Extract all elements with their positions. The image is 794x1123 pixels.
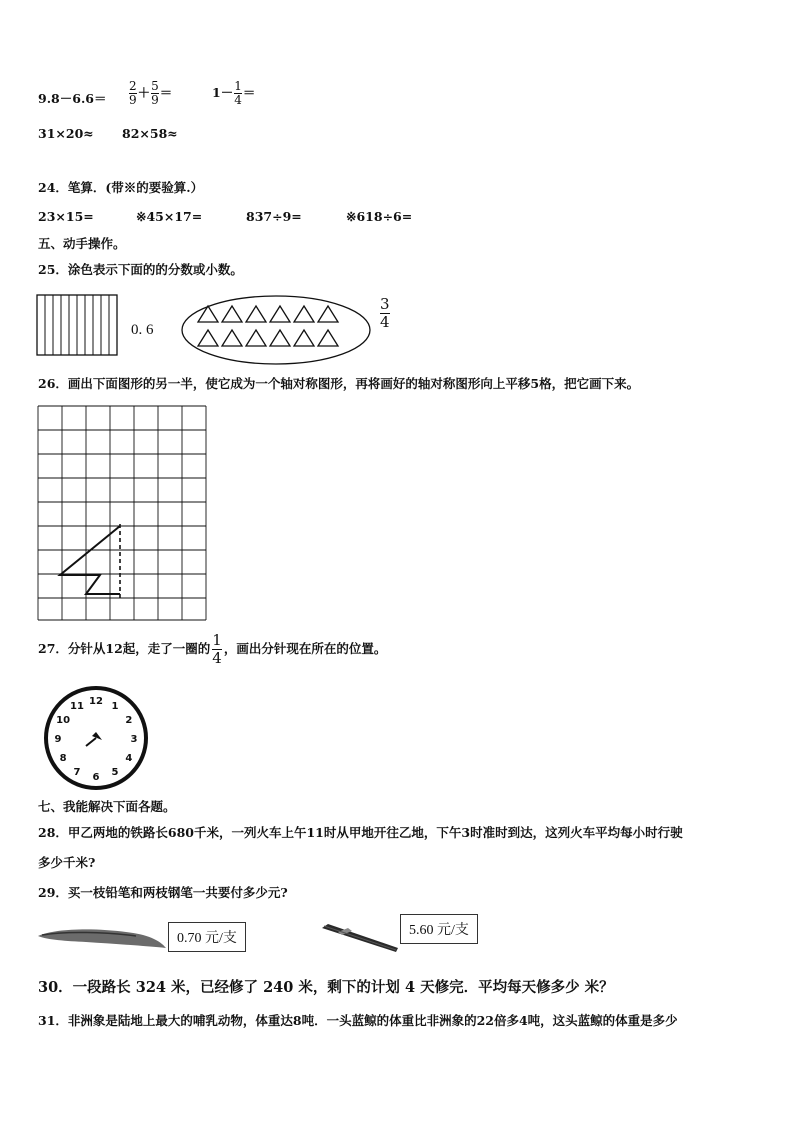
clock-number-7: 7: [73, 766, 81, 778]
q29-title: 29．买一枝铅笔和两枝钢笔一共要付多少元?: [38, 885, 288, 900]
q24-title: 24．笔算．(带※的要验算.）: [38, 180, 204, 195]
clock-number-3: 3: [130, 734, 138, 745]
clock-number-9: 9: [54, 734, 62, 745]
clock-number-6: 6: [92, 772, 100, 783]
section-7-heading: 七、我能解决下面各题。: [38, 799, 176, 814]
q26-title: 26．画出下面图形的另一半，使它成为一个轴对称图形，再将画好的轴对称图形向上平移5格，把它画下来。: [38, 376, 640, 391]
clock-number-11: 11: [70, 701, 84, 713]
clock-number-10: 10: [56, 715, 71, 726]
clock-number-8: 8: [59, 753, 67, 764]
q24-item-4: ※618÷6=: [346, 209, 413, 224]
q25-decimal: 0. 6: [131, 322, 154, 338]
clock-number-4: 4: [125, 753, 133, 764]
q28-line-1: 28．甲乙两地的铁路长680千米，一列火车上午11时从甲地开往乙地，下午3时准时到达，这列火车平均每小时行驶: [38, 825, 683, 840]
q28-line-2: 多少千米?: [38, 855, 96, 870]
clock-number-2: 2: [125, 715, 133, 726]
striped-rectangle-figure: [36, 294, 118, 356]
q24-item-2: ※45×17=: [136, 209, 203, 224]
expr-subtraction: 9.8－6.6＝: [38, 91, 107, 106]
clock-number-5: 5: [111, 766, 119, 778]
estimate-1: 31×20≈: [38, 126, 94, 141]
section-5-heading: 五、动手操作。: [38, 236, 126, 251]
pen-image: [318, 918, 402, 958]
q26-grid-figure: [36, 404, 208, 622]
q31-title: 31．非洲象是陆地上最大的哺乳动物，体重达8吨．一头蓝鲸的体重比非洲象的22倍多4吨，这头蓝鲸的体重是多少: [38, 1013, 678, 1028]
triangles-oval-figure: [180, 294, 372, 366]
pen-price-tag: 5.60 元/支: [400, 914, 478, 944]
q24-item-3: 837÷9=: [246, 209, 302, 224]
clock-face: [42, 684, 150, 792]
pencil-image: [36, 922, 168, 952]
expr-fraction-add: $\frac{2}{9}$ ＋ $\frac{5}{9}$ ＝: [129, 79, 173, 107]
clock-number-1: 1: [111, 701, 119, 713]
pencil-price-tag: 0.70 元/支: [168, 922, 246, 952]
q30-title: 30．一段路长 324 米，已经修了 240 米，剩下的计划 4 天修完．平均每天修多少 米？: [38, 979, 614, 996]
clock-number-12: 12: [89, 696, 103, 707]
q27-title: 27．分针从12起，走了一圈的 $\frac{1}{4}$ ，画出分针现在所在的位置。: [38, 631, 387, 667]
q25-fraction: $\frac{3}{4}$: [380, 295, 390, 331]
q24-item-1: 23×15=: [38, 209, 94, 224]
q25-title: 25．涂色表示下面的的分数或小数。: [38, 262, 243, 277]
estimate-2: 82×58≈: [122, 126, 178, 141]
expr-fraction-sub: 1－ $\frac{1}{4}$ ＝: [212, 79, 256, 107]
